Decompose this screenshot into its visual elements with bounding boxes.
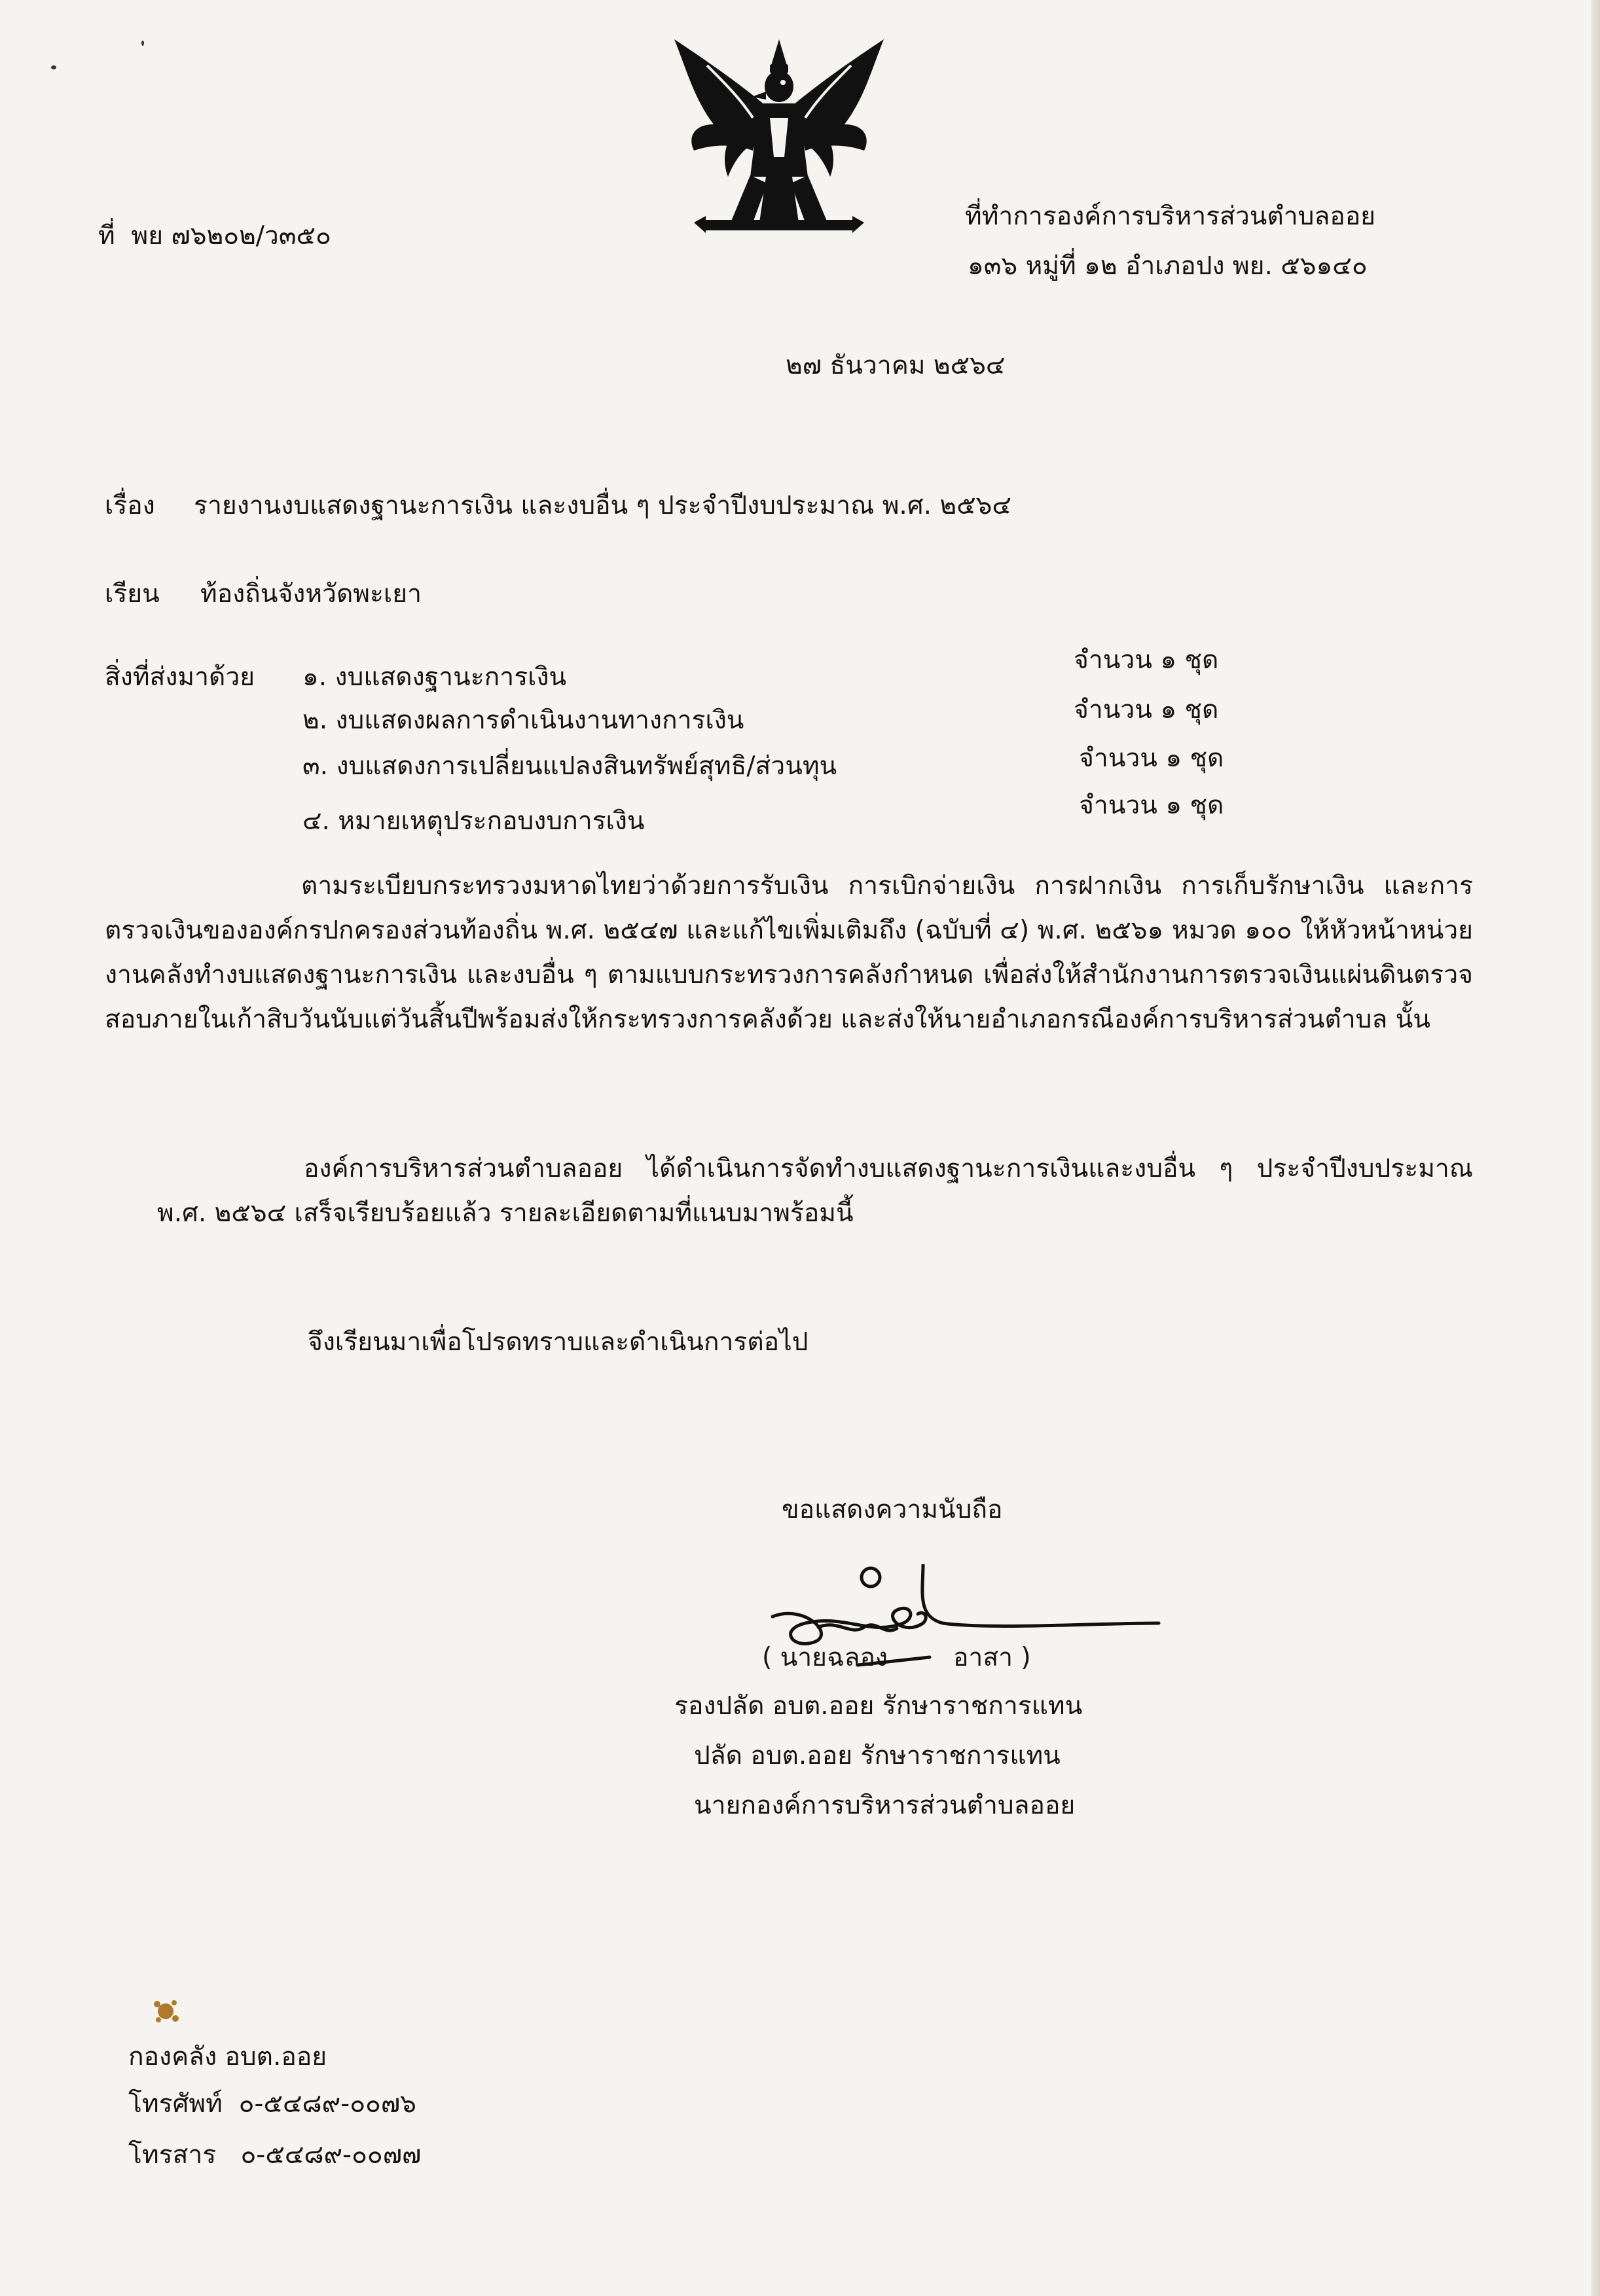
footer-fax [128, 2140, 421, 2171]
signer-position-3: นายกองค์การบริหารส่วนตำบลออย [694, 1791, 1076, 1820]
paper-edge [1591, 0, 1600, 2296]
garuda-emblem-icon [668, 26, 890, 262]
body-paragraph-2 [157, 1147, 1473, 1236]
closing-request: จึงเรียนมาเพื่อโปรดทราบและดำเนินการต่อไป [308, 1327, 809, 1357]
signer-position-2: ปลัด อบต.ออย รักษาราชการแทน [694, 1741, 1061, 1770]
phone-label: โทรศัพท์ [128, 2089, 223, 2119]
scan-speck [51, 65, 56, 69]
body-paragraph-2-text: องค์การบริหารส่วนตำบลออย ได้ดำเนินการจัดทำงบแสดงฐานะการเงินและงบอื่น ๆ ประจำปีงบประมาณ พ.ศ. ๒๕๖๔ เสร็จเรียบร้อยแล้ว รายละเอียดตามที่แนบมาพร้อมนี้ [157, 1154, 1473, 1228]
letter-date: ๒๗ ธันวาคม ๒๕๖๔ [786, 351, 1006, 380]
enclosure-item: ๓. งบแสดงการเปลี่ยนแปลงสินทรัพย์สุทธิ/ส่วนทุน [302, 751, 837, 781]
sender-address-line1: ที่ทำการองค์การบริหารส่วนตำบลออย [965, 202, 1375, 231]
body-paragraph-1 [105, 864, 1473, 1042]
subject-text: รายงานงบแสดงฐานะการเงิน และงบอื่น ๆ ประจำปีงบประมาณ พ.ศ. ๒๕๖๔ [194, 491, 1011, 520]
ink-stain [149, 1995, 182, 2028]
footer-department: กองคลัง อบต.ออย [128, 2042, 327, 2072]
enclosure-item: ๑. งบแสดงฐานะการเงิน [302, 662, 567, 692]
sender-address-line2: ๑๓๖ หมู่ที่ ๑๒ อำเภอปง พย. ๕๖๑๔๐ [968, 251, 1368, 281]
enclosure-qty: จำนวน ๑ ชุด [1074, 695, 1219, 725]
signer-name-close: อาสา ) [953, 1643, 1031, 1672]
subject-label: เรื่อง [105, 491, 155, 520]
doc-number-label: ที่ [98, 221, 115, 251]
enclosure-qty: จำนวน ๑ ชุด [1079, 791, 1224, 820]
scan-speck [141, 41, 144, 46]
recipient-text: ท้องถิ่นจังหวัดพะเยา [200, 579, 422, 609]
enclosures-label: สิ่งที่ส่งมาด้วย [105, 662, 255, 692]
fax-number: ๐-๕๔๘๙-๐๐๗๗ [240, 2140, 422, 2170]
signer-position-1: รองปลัด อบต.ออย รักษาราชการแทน [674, 1691, 1083, 1721]
doc-number [98, 221, 331, 252]
signer-name-open: ( นายฉลอง [762, 1643, 888, 1672]
fax-label: โทรสาร [128, 2140, 217, 2170]
phone-number: ๐-๕๔๘๙-๐๐๗๖ [238, 2089, 416, 2119]
enclosure-qty: จำนวน ๑ ชุด [1079, 744, 1224, 773]
salutation: ขอแสดงความนับถือ [782, 1495, 1003, 1524]
recipient-label: เรียน [105, 579, 160, 609]
enclosure-item: ๔. หมายเหตุประกอบงบการเงิน [302, 806, 645, 836]
footer-phone [128, 2089, 416, 2120]
body-paragraph-1-text: ตามระเบียบกระทรวงมหาดไทยว่าด้วยการรับเงิน การเบิกจ่ายเงิน การฝากเงิน การเก็บรักษาเงิน และการตรวจเงินขององค์กรปกครองส่วนท้องถิ่น พ.ศ. ๒๕๔๗ และแก้ไขเพิ่มเติมถึง (ฉบับที่ ๔) พ.ศ. ๒๕๖๑ หมวด ๑๐๐ ให้หัวหน้าหน่วยงานคลังทำงบแสดงฐานะการเงิน และงบอื่น ๆ ตามแบบกระทรวงการคลังกำหนด เพื่อส่งให้สำนักงานการตรวจเงินแผ่นดินตรวจสอบภายในเก้าสิบวันนับแต่วันสิ้นปีพร้อมส่งให้กระทรวงการคลังด้วย และส่งให้นายอำเภอกรณีองค์การบริหารส่วนตำบล นั้น [105, 871, 1473, 1034]
enclosure-qty: จำนวน ๑ ชุด [1074, 645, 1219, 675]
enclosure-item: ๒. งบแสดงผลการดำเนินงานทางการเงิน [302, 706, 744, 735]
doc-number-value: พย ๗๖๒๐๒/ว๓๕๐ [131, 221, 331, 251]
